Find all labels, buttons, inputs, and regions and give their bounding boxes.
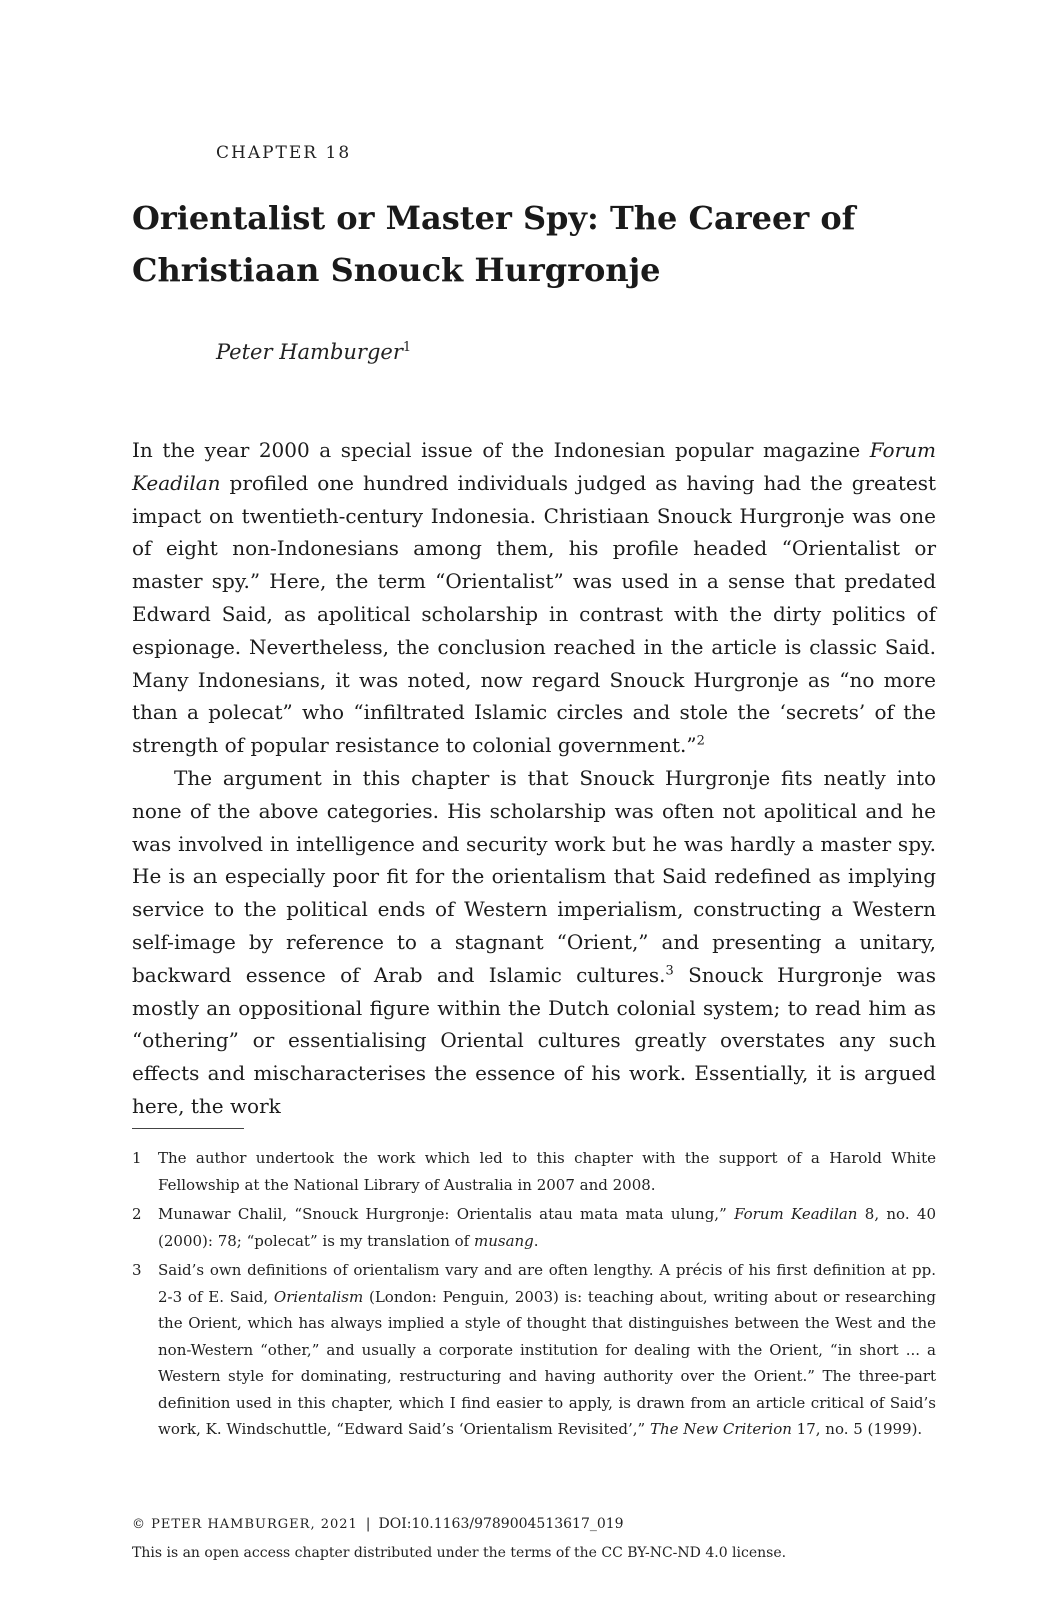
chapter-body [132, 434, 936, 1123]
publication-meta [132, 1510, 936, 1567]
license-notice: This is an open access chapter distributed under the terms of the CC BY-NC-ND 4.0 license. [132, 1545, 787, 1561]
footnotes [132, 1145, 936, 1446]
author-text: Peter Hamburger [216, 340, 403, 364]
text-run: Said’s own definitions of orientalism vary and are often lengthy. A précis of his first definition at pp. 2-3 of E. Said, [158, 1261, 936, 1306]
magazine-title: Forum Keadilan [132, 438, 936, 495]
meta-separator: | [365, 1516, 371, 1532]
copyright-line [132, 1510, 936, 1539]
text-run: 8, no. 40 (2000): 78; “polecat” is my translation of [158, 1205, 936, 1250]
footnote-text [158, 1201, 936, 1254]
text-run: The argument in this chapter is that Snouck Hurgronje fits neatly into none of the above categories. His scholarship was often not apolitical and he was involved in intelligence and security work but he was hardly a master spy. He is an especially poor fit for the orientalism that Said redefined as implying service to the political ends of Western imperialism, constructing a Western self-image by reference to a stagnant “Orient,” and presenting a unitary, backward essence of Arab and Islamic cultures. [132, 765, 936, 987]
italic-term: musang [474, 1231, 534, 1250]
body-paragraph-2 [132, 762, 936, 1123]
text-run: 17, no. 5 (1999). [791, 1420, 923, 1438]
text-run: In the year 2000 a special issue of the Indonesian popular magazine [132, 438, 870, 462]
footnote-2 [132, 1201, 936, 1254]
author-name [216, 340, 411, 364]
text-run: . [533, 1231, 539, 1250]
footnote-1 [132, 1145, 936, 1198]
journal-title: Forum Keadilan [734, 1205, 858, 1223]
footnote-ref-2[interactable]: 2 [696, 733, 705, 749]
body-paragraph-1 [132, 434, 936, 762]
footnote-number: 1 [132, 1149, 142, 1167]
text-run: (London: Penguin, 2003) is: teaching about, writing about or researching the Orient, which has always implied a style of thought that distinguishes between the West and the non-Western “other,” and usually a corporate institution for dealing with the Orient, “in short ... a Western style for dominating, restructuring and having authority over the Orient.” The three-part definition used in this chapter, which I find easier to apply, is drawn from an article critical of Said’s work, K. Windschuttle, “Edward Said’s ‘Orientalism Revisited’,” [158, 1287, 936, 1438]
text-run: Snouck Hurgronje was mostly an oppositional figure within the Dutch colonial system; to read him as “othering” or essentialising Oriental cultures greatly overstates any such effects and mischaracterises the essence of his work. Essentially, it is argued here, the work [132, 962, 936, 1118]
footnote-number: 3 [132, 1261, 142, 1279]
text-run: profiled one hundred individuals judged as having had the greatest impact on twentieth-century Indonesia. Christiaan Snouck Hurgronje was one of eight non-Indonesians among them, his profile headed “Orientalist or master spy.” Here, the term “Orientalist” was used in a sense that predated Edward Said, as apolitical scholarship in contrast with the dirty politics of espionage. Nevertheless, the conclusion reached in the article is classic Said. Many Indonesians, it was noted, now regard Snouck Hurgronje as “no more than a polecat” who “infiltrated Islamic circles and stole the ‘secrets’ of the strength of popular resistance to colonial government.” [132, 470, 936, 758]
footnote-divider [132, 1128, 244, 1129]
footnote-3 [132, 1257, 936, 1443]
footnote-number: 2 [132, 1205, 142, 1223]
journal-title: The New Criterion [649, 1420, 792, 1438]
footnote-text: The author undertook the work which led to this chapter with the support of a Harold White Fellowship at the National Library of Australia in 2007 and 2008. [158, 1149, 936, 1194]
chapter-label: CHAPTER 18 [216, 143, 352, 163]
chapter-title: Orientalist or Master Spy: The Career of Christiaan Snouck Hurgronje [132, 199, 856, 289]
text-run: Munawar Chalil, “Snouck Hurgronje: Orientalis atau mata mata ulung,” [158, 1205, 735, 1223]
book-title: Orientalism [273, 1287, 364, 1306]
footnote-text [158, 1257, 936, 1443]
copyright-notice: © PETER HAMBURGER, 2021 [132, 1517, 358, 1532]
footnote-ref-3[interactable]: 3 [665, 963, 674, 979]
doi-link[interactable]: DOI:10.1163/9789004513617_019 [378, 1516, 624, 1532]
author-footnote-ref[interactable]: 1 [402, 340, 412, 355]
